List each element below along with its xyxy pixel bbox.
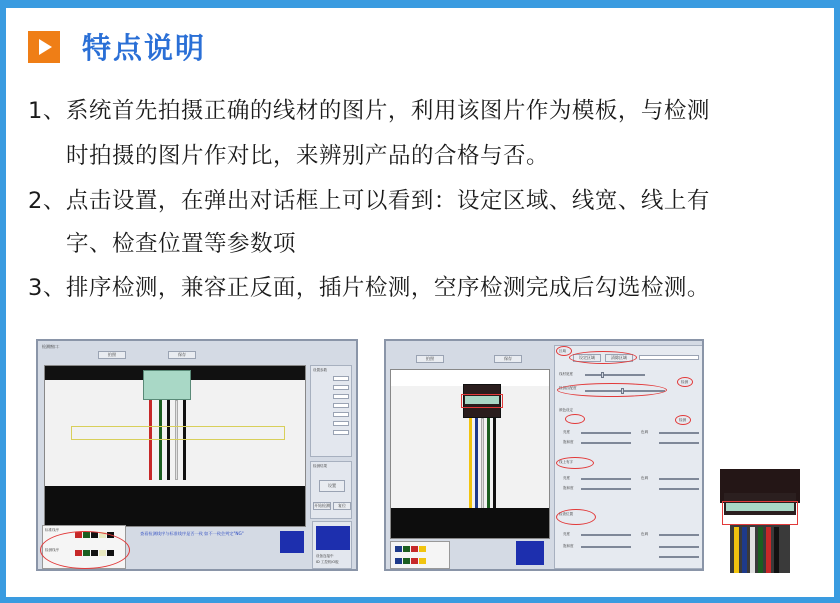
region-section-label: 区域 xyxy=(559,349,566,353)
swatch-green-d xyxy=(403,558,410,564)
ng-note: 查看检测线序与标准线序是否一致 如不一致会判定"NG" xyxy=(140,531,244,536)
capture-button-2[interactable]: 拍照 xyxy=(416,355,444,363)
param-field-6[interactable] xyxy=(333,421,349,426)
paragraph-1-line-1 xyxy=(28,93,710,125)
brightness-label-3: 亮度 xyxy=(563,532,570,536)
highlight-check-2 xyxy=(675,415,691,425)
image-bottom-bar-2 xyxy=(391,508,549,538)
check-label: 检测 xyxy=(681,380,688,384)
text-section-label: 线上有字 xyxy=(559,460,573,464)
section-title: 特点说明 xyxy=(82,31,207,65)
clear-region-button[interactable]: 清除区域 xyxy=(605,354,633,362)
paragraph-3-line-1 xyxy=(28,270,710,302)
wire-width-knob[interactable] xyxy=(601,372,604,378)
saturation-slider-2[interactable] xyxy=(581,488,631,490)
screenshot-inspection-window xyxy=(36,339,358,571)
brightness-slider-3[interactable] xyxy=(581,534,631,536)
connector-closeup-photo xyxy=(706,465,814,573)
device-status-2: ID 工控机IO板 xyxy=(316,560,339,564)
closeup-highlight xyxy=(722,501,798,525)
sequence-label-inspect: 检测线序 xyxy=(45,548,59,552)
capture-button[interactable]: 拍照 xyxy=(98,351,126,359)
detection-zone xyxy=(71,426,285,440)
param-field-1[interactable] xyxy=(333,376,349,381)
swatch-blue xyxy=(395,546,402,552)
highlight-region-buttons xyxy=(569,351,637,364)
hue-label-2: 色调 xyxy=(641,476,648,480)
paragraph-2-text: 点击设置，在弹出对话框上可以看到：设定区域、线宽、线上有 xyxy=(65,188,710,214)
swatch-red-d xyxy=(411,558,418,564)
wire-width-label: 线材宽度 xyxy=(559,372,573,376)
saturation-slider-3[interactable] xyxy=(581,546,631,548)
result-panel xyxy=(310,461,352,519)
highlight-color-sub xyxy=(565,414,585,424)
set-region-button[interactable]: 设定区域 xyxy=(573,354,601,362)
device-status-1: 设备连接中 xyxy=(316,554,334,558)
highlight-rect-connector xyxy=(461,394,503,408)
check-label-2: 检测 xyxy=(679,418,686,422)
hue-label-3: 色调 xyxy=(641,532,648,536)
status-indicator xyxy=(280,531,304,553)
brightness-label: 亮度 xyxy=(563,430,570,434)
hue-label: 色调 xyxy=(641,430,648,434)
play-triangle-icon xyxy=(28,31,60,63)
frame-left-border xyxy=(0,0,6,603)
reset-button[interactable]: 复位 xyxy=(333,502,351,510)
saturation-label-2: 饱和度 xyxy=(563,486,574,490)
paragraph-2-number: 2、 xyxy=(28,188,66,214)
highlight-region-label xyxy=(556,346,572,356)
device-preview xyxy=(316,526,350,550)
settings-dialog-panel xyxy=(554,345,704,569)
param-field-5[interactable] xyxy=(333,412,349,417)
frame-right-border xyxy=(834,0,840,603)
wire-white xyxy=(175,400,178,480)
paragraph-1-number: 1、 xyxy=(28,98,66,124)
wire-blue xyxy=(475,418,478,510)
settings-panel xyxy=(310,365,352,457)
wire-black-2 xyxy=(183,400,186,480)
color-section-label: 颜色设定 xyxy=(559,408,573,412)
saturation-label: 饱和度 xyxy=(563,440,574,444)
status-indicator-2 xyxy=(516,541,544,565)
highlight-text-section xyxy=(556,457,594,469)
image-bottom-bar xyxy=(45,486,305,526)
swatch-green-c xyxy=(403,546,410,552)
connector-block xyxy=(143,370,191,400)
highlight-position-section xyxy=(556,509,596,525)
closeup-wire-black xyxy=(774,527,779,573)
swatch-yellow-b xyxy=(419,558,426,564)
paragraph-2-line-2: 字、检查位置等参数项 xyxy=(66,231,297,257)
save-button-2[interactable]: 保存 xyxy=(494,355,522,363)
camera-image xyxy=(44,365,306,527)
highlight-match xyxy=(557,383,667,397)
wire-black-3 xyxy=(493,418,496,510)
brightness-slider-2[interactable] xyxy=(581,478,631,480)
camera-image-2 xyxy=(390,369,550,539)
closeup-wire-green xyxy=(758,527,763,573)
paragraph-3-number: 3、 xyxy=(28,275,66,301)
brightness-slider[interactable] xyxy=(581,432,631,434)
result-label: 检测结果 xyxy=(313,464,327,468)
window-label: 检测窗口： xyxy=(42,344,62,349)
param-field-4[interactable] xyxy=(333,403,349,408)
swatch-red-c xyxy=(411,546,418,552)
paragraph-1-line-2: 时拍摄的图片作对比，来辨别产品的合格与否。 xyxy=(66,143,550,169)
closeup-wire-blue xyxy=(742,527,747,573)
aux-slider-4[interactable] xyxy=(659,556,699,558)
hue-slider-3[interactable] xyxy=(659,534,699,536)
start-inspect-button[interactable]: 开始检测 xyxy=(314,503,330,508)
region-input[interactable] xyxy=(639,355,699,360)
wire-black xyxy=(167,400,170,480)
param-field-3[interactable] xyxy=(333,394,349,399)
saturation-label-3: 饱和度 xyxy=(563,544,574,548)
highlight-check xyxy=(677,377,693,387)
paragraph-2-line-1 xyxy=(28,183,710,215)
wire-white-2 xyxy=(481,418,484,510)
paragraph-1-text: 系统首先拍摄正确的线材的图片，利用该图片作为模板，与检测 xyxy=(65,98,710,124)
frame-bottom-border xyxy=(0,597,840,603)
closeup-wire-yellow xyxy=(734,527,739,573)
saturation-slider[interactable] xyxy=(581,442,631,444)
hue-slider[interactable] xyxy=(659,432,699,434)
settings-button[interactable]: 设置 xyxy=(319,480,345,492)
wire-green xyxy=(159,400,162,480)
swatch-yellow xyxy=(419,546,426,552)
sequence-table-2 xyxy=(390,541,450,569)
sequence-label-standard: 标准线序 xyxy=(45,528,59,532)
save-button[interactable]: 保存 xyxy=(168,351,196,359)
param-field-2[interactable] xyxy=(333,385,349,390)
frame-top-border xyxy=(0,0,840,8)
paragraph-3-text: 排序检测，兼容正反面，插片检测，空序检测完成后勾选检测。 xyxy=(65,275,710,301)
closeup-wire-red xyxy=(766,527,771,573)
swatch-blue-b xyxy=(395,558,402,564)
device-panel xyxy=(312,521,352,569)
wire-red xyxy=(149,400,152,480)
wire-width-slider[interactable] xyxy=(585,374,645,376)
closeup-wire-white xyxy=(750,527,755,573)
hue-slider-2[interactable] xyxy=(659,478,699,480)
brightness-label-2: 亮度 xyxy=(563,476,570,480)
screenshot-settings-dialog xyxy=(384,339,704,571)
highlight-ellipse-sequence xyxy=(40,531,130,569)
settings-panel-title: 设置参数 xyxy=(313,368,327,372)
wire-yellow xyxy=(469,418,472,510)
aux-slider-2[interactable] xyxy=(659,488,699,490)
position-section-label: 检查位置 xyxy=(559,512,573,516)
param-field-7[interactable] xyxy=(333,430,349,435)
wire-green-2 xyxy=(487,418,490,510)
aux-slider-3[interactable] xyxy=(659,546,699,548)
match-label: 检测匹配度 xyxy=(559,386,577,390)
aux-slider-1[interactable] xyxy=(659,442,699,444)
